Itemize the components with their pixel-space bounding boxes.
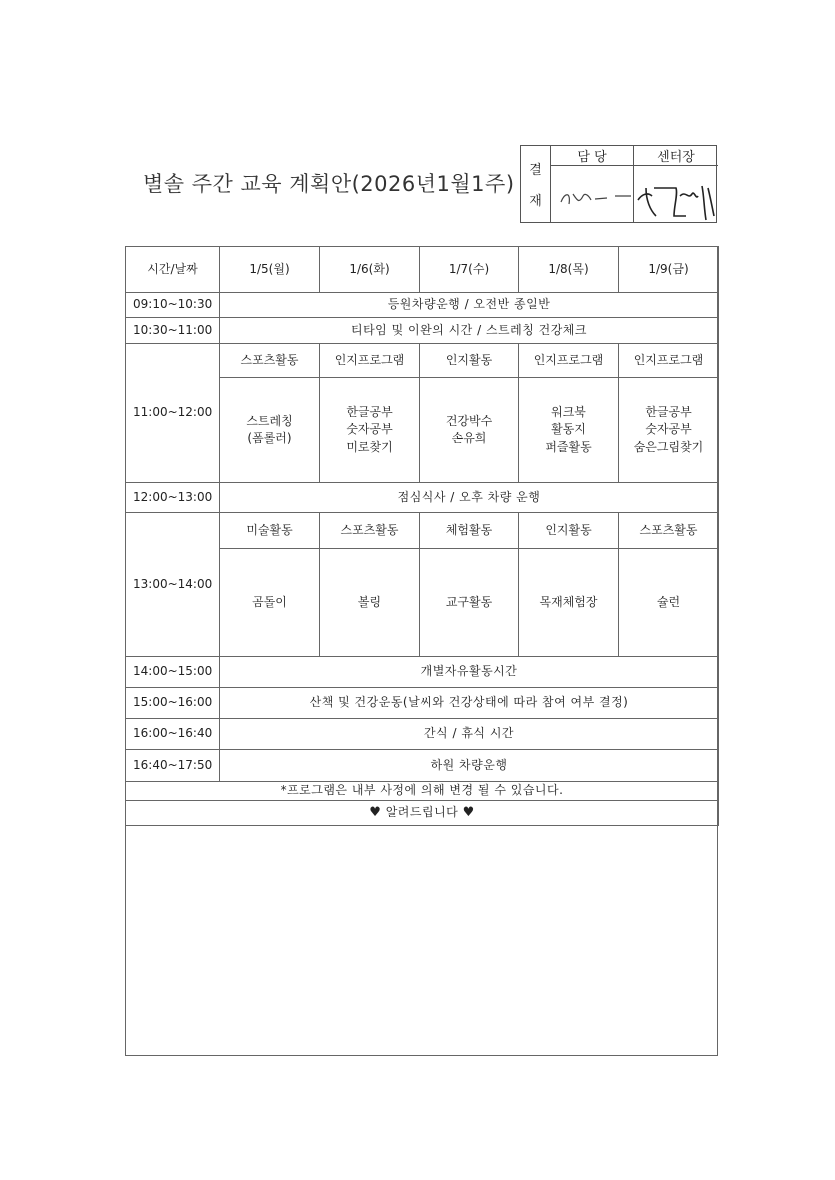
activity-cell: 티타임 및 이완의 시간 / 스트레칭 건강체크: [220, 318, 719, 344]
approval-side-label: [521, 146, 551, 222]
category-cell: 미술활동: [220, 513, 320, 549]
change-notice-text: *프로그램은 내부 사정에 의해 변경 될 수 있습니다.: [126, 782, 719, 801]
activity-cell: 간식 / 휴식 시간: [220, 719, 719, 750]
time-cell: 16:40~17:50: [126, 750, 220, 782]
category-cell: 인지활동: [519, 513, 619, 549]
table-header-row: [126, 247, 719, 293]
header-time-date: 시간/날짜: [126, 247, 220, 293]
header-day-mon: 1/5(월): [220, 247, 320, 293]
category-cell: 인지프로그램: [619, 344, 719, 378]
category-cell: 스포츠활동: [220, 344, 320, 378]
program-line: 활동지: [551, 422, 586, 437]
program-cell: [220, 378, 320, 483]
weekly-schedule-table: [125, 246, 719, 826]
notice-row: [126, 801, 719, 826]
heart-icon: ♥: [369, 804, 382, 820]
category-cell: 인지활동: [420, 344, 519, 378]
program-line: 스트레칭: [246, 413, 293, 428]
table-row: [126, 344, 719, 378]
program-line: 퍼즐활동: [545, 439, 592, 454]
approval-col-director: 센터장: [634, 146, 718, 166]
table-row: [126, 318, 719, 344]
time-cell: 13:00~14:00: [126, 513, 220, 657]
category-cell: 인지프로그램: [320, 344, 420, 378]
category-cell: 인지프로그램: [519, 344, 619, 378]
category-cell: 스포츠활동: [619, 513, 719, 549]
notice-label: 알려드립니다: [385, 804, 459, 819]
program-cell: 볼링: [320, 549, 420, 657]
program-line: 손유희: [451, 431, 487, 445]
program-line: 한글공부: [645, 404, 692, 419]
approval-col-manager: 담 당: [551, 146, 634, 166]
time-cell: 10:30~11:00: [126, 318, 220, 344]
time-cell: 09:10~10:30: [126, 293, 220, 318]
header-day-fri: 1/9(금): [619, 247, 719, 293]
activity-cell: 개별자유활동시간: [220, 657, 719, 688]
time-cell: 14:00~15:00: [126, 657, 220, 688]
time-cell: 11:00~12:00: [126, 344, 220, 483]
table-row: [126, 688, 719, 719]
category-cell: 스포츠활동: [320, 513, 420, 549]
note-row: [126, 782, 719, 801]
program-line: 한글공부: [346, 404, 393, 419]
heart-icon: ♥: [462, 804, 475, 820]
table-row: [126, 750, 719, 782]
program-cell: 교구활동: [420, 549, 519, 657]
time-cell: 16:00~16:40: [126, 719, 220, 750]
table-row: [126, 483, 719, 513]
program-line: (폼롤러): [247, 431, 292, 445]
approval-side-top: 결: [529, 163, 542, 178]
approval-box: [520, 145, 717, 223]
director-signature: [634, 166, 718, 222]
program-line: 건강박수: [445, 413, 493, 428]
program-cell: [320, 378, 420, 483]
program-cell: [519, 378, 619, 483]
header-day-tue: 1/6(화): [320, 247, 420, 293]
program-line: 숫자공부: [346, 422, 393, 437]
activity-cell: 등원차량운행 / 오전반 종일반: [220, 293, 719, 318]
program-cell: [420, 378, 519, 483]
manager-signature: [551, 166, 634, 222]
program-cell: 곰돌이: [220, 549, 320, 657]
table-row: [126, 657, 719, 688]
program-line: 워크북: [551, 404, 586, 419]
activity-cell: 점심식사 / 오후 차량 운행: [220, 483, 719, 513]
program-line: 미로찾기: [346, 439, 393, 454]
activity-cell: 하원 차량운행: [220, 750, 719, 782]
approval-side-bottom: 재: [529, 194, 542, 209]
notice-heading: [126, 801, 719, 826]
header-day-wed: 1/7(수): [420, 247, 519, 293]
program-line: 숫자공부: [645, 422, 692, 437]
table-row: [126, 719, 719, 750]
time-cell: 12:00~13:00: [126, 483, 220, 513]
program-cell: 목재체험장: [519, 549, 619, 657]
program-cell: 슐런: [619, 549, 719, 657]
time-cell: 15:00~16:00: [126, 688, 220, 719]
table-row: [126, 293, 719, 318]
program-line: 숨은그림찾기: [633, 439, 704, 454]
table-row: [126, 513, 719, 549]
activity-cell: 산책 및 건강운동(날씨와 건강상태에 따라 참여 여부 결정): [220, 688, 719, 719]
category-cell: 체험활동: [420, 513, 519, 549]
page-title: 별솔 주간 교육 계획안(2026년1월1주): [143, 172, 515, 196]
program-cell: [619, 378, 719, 483]
header-day-thu: 1/8(목): [519, 247, 619, 293]
